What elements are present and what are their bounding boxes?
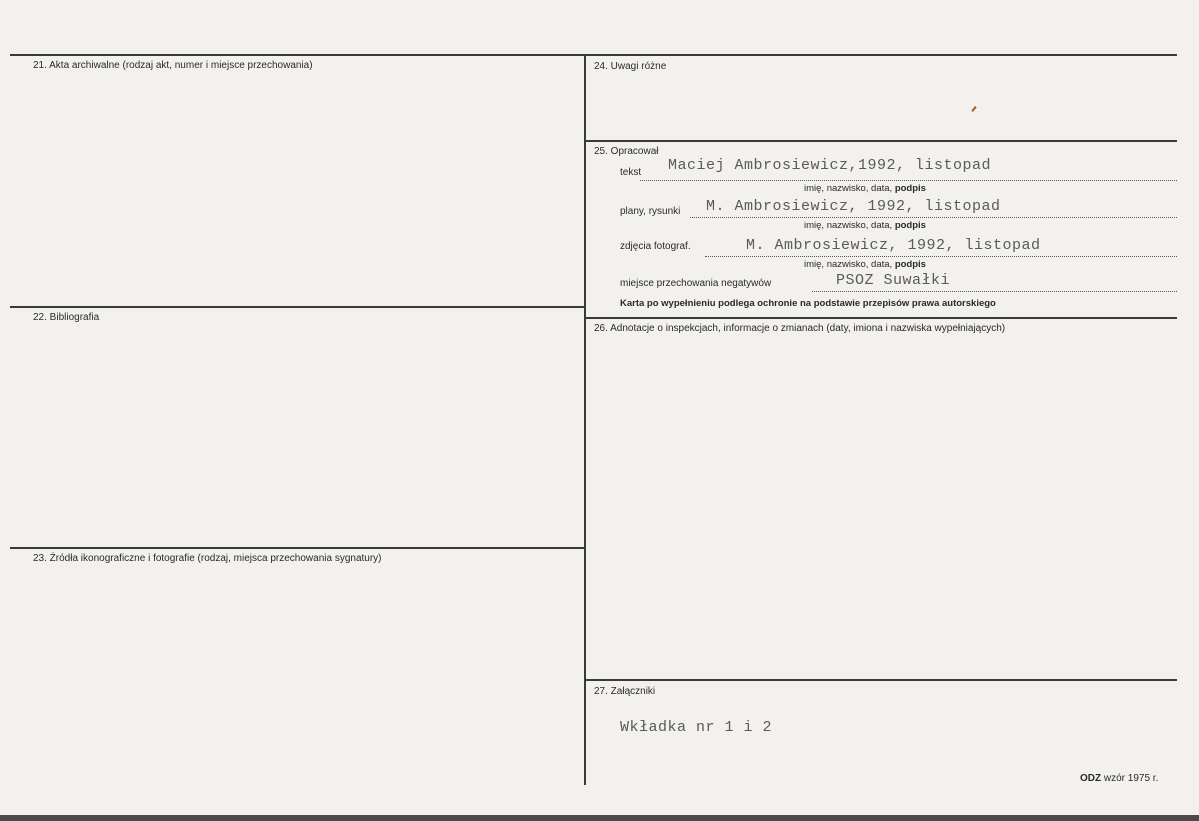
zdjecia-caption: imię, nazwisko, data, podpis: [804, 259, 926, 270]
top-rule: [10, 54, 1177, 56]
section-25-label: 25. Opracował: [594, 146, 659, 157]
tekst-value: Maciej Ambrosiewicz,1992, listopad: [668, 157, 992, 174]
center-vertical-rule: [584, 54, 586, 785]
rule-right-26: [585, 317, 1177, 319]
section-27-label: 27. Załączniki: [594, 686, 656, 697]
plany-label: plany, rysunki: [620, 206, 681, 217]
rule-right-27: [585, 679, 1177, 681]
zdjecia-value: M. Ambrosiewicz, 1992, listopad: [746, 237, 1041, 254]
zdjecia-dotted-line: [705, 256, 1177, 257]
tekst-caption: imię, nazwisko, data, podpis: [804, 183, 926, 194]
plany-value: M. Ambrosiewicz, 1992, listopad: [706, 198, 1001, 215]
tekst-dotted-line: [640, 180, 1177, 181]
section-24-label: 24. Uwagi różne: [594, 61, 667, 72]
plany-dotted-line: [690, 217, 1177, 218]
section-26-label: 26. Adnotacje o inspekcjach, informacje o zmianach (daty, imiona i nazwiska wypełniających): [594, 323, 1006, 334]
rule-left-22: [10, 306, 585, 308]
negatywy-dotted-line: [812, 291, 1177, 292]
zdjecia-label: zdjęcia fotograf.: [620, 241, 691, 252]
bottom-edge: [0, 815, 1199, 821]
section-23-label: 23. Źródła ikonograficzne i fotografie (rodzaj, miejsca przechowania sygnatury): [33, 553, 382, 564]
pen-mark: [971, 106, 976, 112]
attachments-value: Wkładka nr 1 i 2: [620, 719, 773, 736]
section-21-label: 21. Akta archiwalne (rodzaj akt, numer i miejsce przechowania): [33, 60, 313, 71]
section-22-label: 22. Bibliografia: [33, 312, 100, 323]
copyright-notice: Karta po wypełnieniu podlega ochronie na podstawie przepisów prawa autorskiego: [620, 298, 996, 309]
plany-caption: imię, nazwisko, data, podpis: [804, 220, 926, 231]
rule-right-25: [585, 140, 1177, 142]
negatywy-label: miejsce przechowania negatywów: [620, 278, 772, 289]
tekst-label: tekst: [620, 167, 642, 178]
negatywy-value: PSOZ Suwałki: [836, 272, 951, 289]
form-footer: ODZ wzór 1975 r.: [1080, 773, 1159, 784]
rule-left-23: [10, 547, 585, 549]
